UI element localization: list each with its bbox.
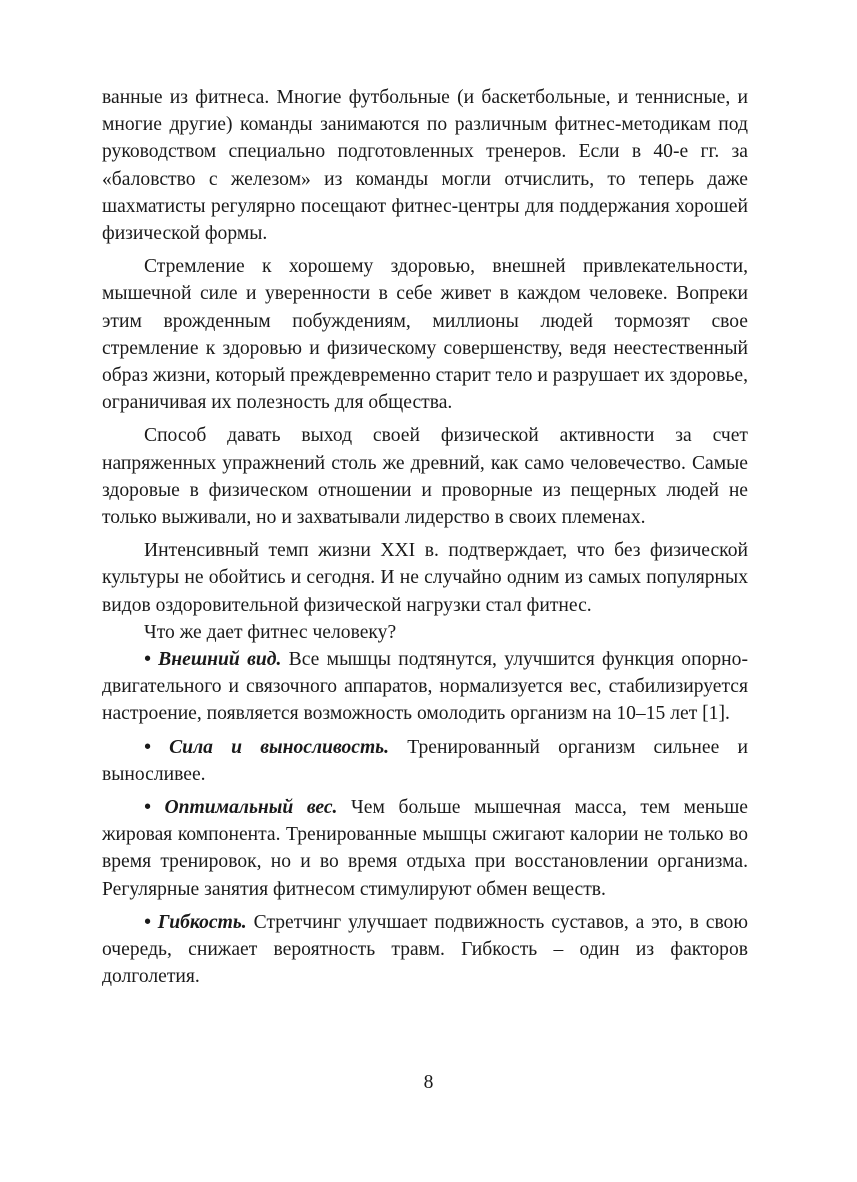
bullet-item-weight [102, 794, 748, 903]
bullet-term: Оптимальный вес. [164, 797, 338, 819]
bullet-marker: • [144, 797, 151, 819]
bullet-item-strength [102, 734, 748, 788]
paragraph-intro: ванные из фитнеса. Многие футбольные (и баскетбольные, и теннисные, и многие другие) команды занимаются по различным фитнес-методикам под руководством специально подготовленных тренеров. Если в 40-е гг. за «баловство с железом» из команды могли отчислить, то теперь даже шахматисты регулярно посещают фитнес-центры для поддержания хорошей физической формы. [102, 87, 748, 245]
bullet-text: Стретчинг улучшает подвижность суставов, а это, в свою очередь, снижает вероятность травм. Гибкость – один из факторов долголетия. [102, 911, 748, 988]
bullet-marker: • [144, 736, 151, 758]
bullet-item-appearance [102, 646, 748, 728]
page-body [102, 84, 748, 991]
bullet-marker: • [144, 911, 151, 933]
paragraph-question: Что же дает фитнес человеку? [144, 621, 397, 643]
bullet-marker: • [144, 649, 151, 671]
paragraph-health-aspiration: Стремление к хорошему здоровью, внешней привлекательности, мышечной силе и уверенности в себе живет в каждом человеке. Вопреки этим врожденным побуждениям, миллионы людей тормозят свое стремление к здоровью и физическому совершенству, ведя неестественный образ жизни, который преждевременно старит тело и разрушает их здоровье, ограничивая их полезность для общества. [102, 256, 748, 414]
bullet-term: Сила и выносливость. [169, 736, 390, 758]
bullet-term: Внешний вид. [158, 649, 282, 671]
bullet-text: Все мышцы подтянутся, улучшится функция опорно-двигательного и связочного аппаратов, нормализуется вес, стабилизируется настроение, появляется возможность омолодить организм на 10–15 лет [1]. [102, 649, 748, 725]
page-number: 8 [423, 1072, 434, 1093]
bullet-text: Тренированный организм сильнее и выносливее. [102, 736, 748, 785]
bullet-text: Чем больше мышечная масса, тем меньше жировая компонента. Тренированные мышцы сжигают калории не только во время тренировок, но и во время отдыха при восстановлении организма. Регулярные занятия фитнесом стимулируют обмен веществ. [102, 797, 748, 900]
paragraph-modern-life: Интенсивный темп жизни XXI в. подтверждает, что без физической культуры не обойтись и сегодня. И не случайно одним из самых популярных видов оздоровительной физической нагрузки стал фитнес. [102, 540, 748, 616]
bullet-item-flexibility [102, 909, 748, 991]
bullet-term: Гибкость. [157, 911, 247, 933]
paragraph-ancient-exercise: Способ давать выход своей физической активности за счет напряженных упражнений столь же древний, как само человечество. Самые здоровые в физическом отношении и проворные из пещерных людей не только выживали, но и захватывали лидерство в своих племенах. [102, 425, 748, 529]
